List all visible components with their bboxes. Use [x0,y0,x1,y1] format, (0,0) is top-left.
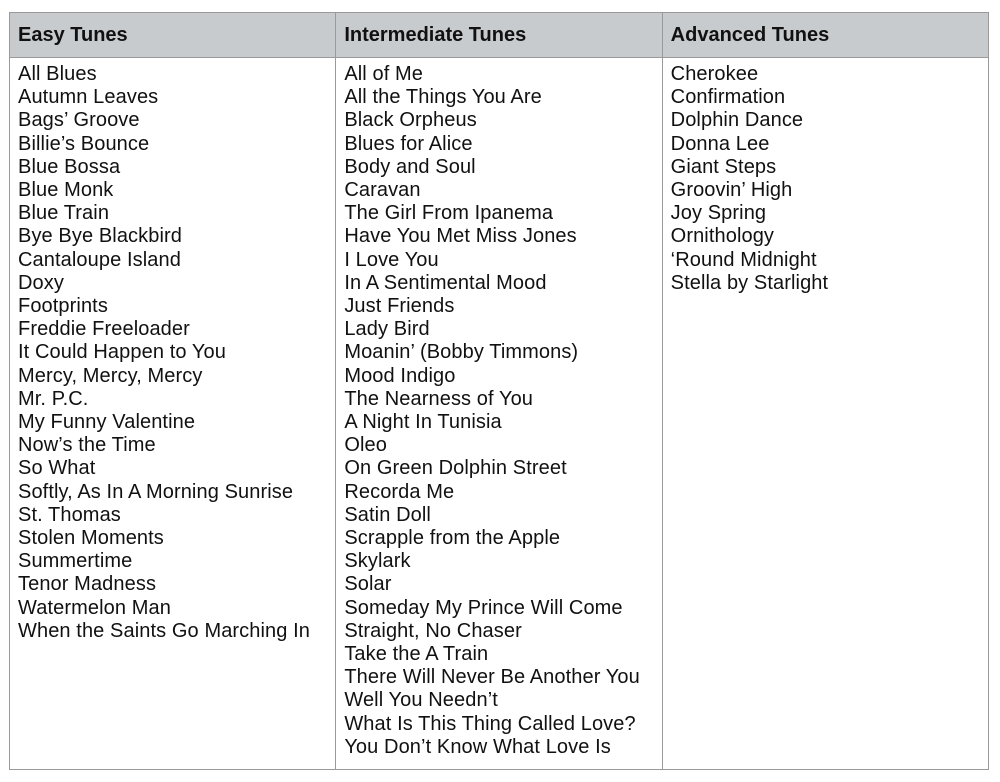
tune-item: Stolen Moments [18,527,164,550]
tune-item: Black Orpheus [344,109,477,132]
tune-item: St. Thomas [18,503,121,526]
tune-item: Someday My Prince Will Come [344,596,623,619]
tune-item: Confirmation [670,86,786,109]
tune-item: On Green Dolphin Street [344,457,567,480]
tune-item: Groovin’ High [670,179,793,202]
easy-tunes-list [18,63,335,643]
tune-item: All the Things You Are [344,86,542,109]
tune-item: Blue Monk [18,179,114,202]
tune-item: All Blues [18,63,97,85]
tune-item: Mercy, Mercy, Mercy [18,364,203,387]
tune-item: Watermelon Man [18,596,171,619]
header-intermediate-tunes: Intermediate Tunes [336,13,662,58]
tune-item: What Is This Thing Called Love? [344,712,636,735]
tune-item: When the Saints Go Marching In [18,619,311,642]
tune-item: There Will Never Be Another You [344,666,640,689]
tune-item: So What [18,457,96,480]
tune-item: Skylark [344,550,411,573]
tune-item: Now’s the Time [18,434,156,457]
advanced-tunes-list [671,63,988,295]
header-advanced-tunes: Advanced Tunes [662,13,988,58]
tune-item: Cantaloupe Island [18,248,181,271]
tune-item: I Love You [344,248,439,271]
tune-item: Solar [344,573,392,596]
intermediate-tunes-list [344,63,661,759]
tune-item: Oleo [344,434,387,457]
tune-item: Mood Indigo [344,364,456,387]
tune-item: Bye Bye Blackbird [18,225,182,248]
tune-item: ‘Round Midnight [670,248,817,271]
tune-item: Scrapple from the Apple [344,527,561,550]
tune-item: Joy Spring [670,202,767,225]
header-row [10,13,989,58]
tune-item: A Night In Tunisia [344,411,502,434]
tune-item: Caravan [344,179,421,202]
tune-item: Cherokee [670,63,759,85]
tune-item: Straight, No Chaser [344,619,522,642]
tune-item: Billie’s Bounce [18,132,150,155]
tune-item: Have You Met Miss Jones [344,225,577,248]
tune-item: Bags’ Groove [18,109,140,132]
tune-item: The Girl From Ipanema [344,202,554,225]
tune-item: My Funny Valentine [18,411,196,434]
tunes-table [9,12,989,770]
tune-item: Well You Needn’t [344,689,498,712]
tune-item: Dolphin Dance [670,109,804,132]
tune-item: Moanin’ (Bobby Timmons) [344,341,579,364]
body-row [10,58,989,770]
tune-item: Stella by Starlight [670,271,829,294]
tune-item: Recorda Me [344,480,455,503]
tune-item: Tenor Madness [18,573,157,596]
intermediate-tunes-cell [336,58,662,770]
tune-item: Summertime [18,550,133,573]
tune-item: Blue Bossa [18,155,121,178]
easy-tunes-cell [10,58,336,770]
header-easy-tunes: Easy Tunes [10,13,336,58]
tune-item: Softly, As In A Morning Sunrise [18,480,294,503]
tune-item: Blue Train [18,202,110,225]
tune-item: Giant Steps [670,155,777,178]
tune-item: Lady Bird [344,318,430,341]
tune-item: Blues for Alice [344,132,473,155]
tune-item: Donna Lee [670,132,770,155]
tune-item: It Could Happen to You [18,341,226,364]
tune-item: Mr. P.C. [18,387,89,410]
tune-item: Just Friends [344,295,455,318]
tune-item: In A Sentimental Mood [344,271,547,294]
tune-item: Take the A Train [344,643,489,666]
tune-item: Satin Doll [344,503,431,526]
tune-item: The Nearness of You [344,387,534,410]
tune-item: Autumn Leaves [18,86,159,109]
tune-item: Doxy [18,271,64,294]
tune-item: Ornithology [670,225,775,248]
advanced-tunes-cell [662,58,988,770]
tune-item: Footprints [18,295,108,318]
tune-item: Freddie Freeloader [18,318,190,341]
tune-item: You Don’t Know What Love Is [344,735,611,758]
tune-item: Body and Soul [344,155,476,178]
tune-item: All of Me [344,63,424,85]
